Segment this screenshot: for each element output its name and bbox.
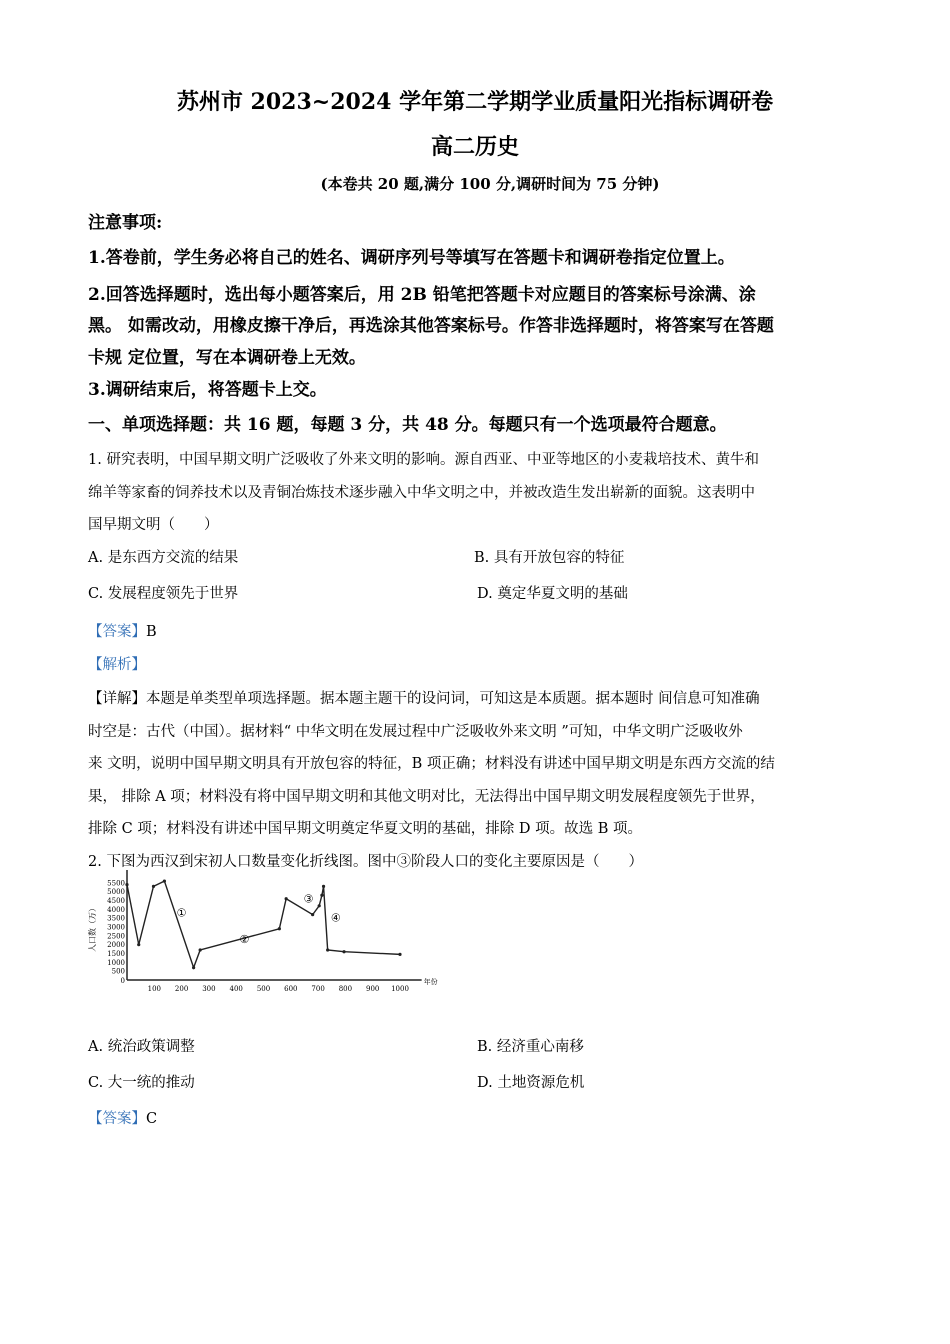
q1-detail-3: 来 文明，说明中国早期文明具有开放包容的特征，B 项正确；材料没有讲述中国早期文明是东西方交流的结 bbox=[88, 756, 775, 772]
x-tick-label: 100 bbox=[147, 985, 161, 993]
note-2b: 黑。 如需改动，用橡皮擦干净后，再选涂其他答案标号。作答非选择题时，将答案写在答题 bbox=[88, 316, 774, 336]
note-2: 2.回答选择题时，选出每小题答案后，用 2B 铅笔把答题卡对应题目的答案标号涂满、涂 bbox=[88, 285, 756, 305]
y-tick-label: 500 bbox=[111, 967, 125, 976]
y-tick-label: 5000 bbox=[107, 888, 125, 897]
x-tick-label: 700 bbox=[311, 985, 325, 993]
q1-answer bbox=[88, 620, 157, 641]
notes-heading: 注意事项: bbox=[88, 213, 163, 233]
note-2c: 卡规 定位置，写在本调研卷上无效。 bbox=[88, 348, 366, 368]
y-axis-label: 人口数（万） bbox=[88, 904, 97, 952]
exam-info: (本卷共 20 题,满分 100 分,调研时间为 75 分钟) bbox=[320, 175, 660, 193]
q2-option-b: B. 经济重心南移 bbox=[477, 1039, 584, 1055]
data-point bbox=[342, 950, 345, 953]
q1-detail-1 bbox=[88, 687, 760, 708]
y-tick-label: 4000 bbox=[107, 905, 125, 914]
detail-tag: 【详解】 bbox=[88, 691, 146, 707]
x-tick-label: 300 bbox=[202, 985, 216, 993]
detail-text: 本题是单类型单项选择题。据本题主题干的设问词，可知这是本质题。据本题时 间信息可知准确 bbox=[146, 691, 760, 707]
q1-stem-3: 国早期文明（ ） bbox=[88, 517, 219, 533]
x-tick-label: 200 bbox=[174, 985, 189, 993]
q2-stem: 2. 下图为西汉到宋初人口数量变化折线图。图中③阶段人口的变化主要原因是（ ） bbox=[88, 854, 643, 870]
section-heading: 一、单项选择题：共 16 题，每题 3 分，共 48 分。每题只有一个选项最符合题意。 bbox=[88, 415, 727, 435]
data-point bbox=[137, 943, 140, 946]
population-chart bbox=[85, 868, 438, 993]
q1-stem-2: 绵羊等家畜的饲养技术以及青铜冶炼技术逐步融入中华文明之中，并被改造生发出崭新的面貌。这表明中 bbox=[88, 485, 755, 501]
data-point bbox=[326, 948, 329, 951]
data-point bbox=[152, 885, 155, 888]
y-tick-label: 1500 bbox=[107, 950, 125, 958]
data-point bbox=[163, 879, 166, 882]
x-tick-label: 900 bbox=[366, 985, 380, 993]
population-line bbox=[127, 881, 400, 968]
q1-option-c: C. 发展程度领先于世界 bbox=[88, 586, 239, 602]
y-tick-label: 2000 bbox=[107, 941, 125, 950]
y-tick-label: 3000 bbox=[107, 923, 125, 932]
y-tick-label: 2500 bbox=[107, 932, 125, 941]
x-axis-label: 年份 bbox=[423, 978, 438, 986]
y-tick-label: 5500 bbox=[107, 879, 125, 888]
note-3: 3.调研结束后，将答题卡上交。 bbox=[88, 380, 327, 400]
exam-title: 苏州市 2023~2024 学年第二学期学业质量阳光指标调研卷 bbox=[176, 89, 774, 115]
q1-option-b: B. 具有开放包容的特征 bbox=[474, 550, 625, 566]
data-point bbox=[311, 913, 314, 916]
answer-value: B bbox=[146, 624, 157, 640]
q1-detail-5: 排除 C 项；材料没有讲述中国早期文明奠定华夏文明的基础，排除 D 项。故选 B 项。 bbox=[88, 821, 643, 837]
data-point bbox=[320, 894, 323, 897]
note-1: 1.答卷前，学生务必将自己的姓名、调研序列号等填写在答题卡和调研卷指定位置上。 bbox=[88, 248, 735, 268]
stage-label: ③ bbox=[303, 892, 314, 906]
q2-option-d: D. 土地资源危机 bbox=[477, 1075, 585, 1091]
data-point bbox=[199, 948, 202, 951]
q2-option-c: C. 大一统的推动 bbox=[88, 1075, 195, 1091]
data-point bbox=[125, 883, 128, 886]
stage-label: ① bbox=[176, 906, 187, 920]
data-point bbox=[285, 897, 288, 900]
data-point bbox=[322, 885, 325, 888]
x-tick-label: 1000 bbox=[391, 985, 409, 993]
answer-tag: 【答案】 bbox=[88, 624, 146, 640]
answer-value: C bbox=[146, 1111, 158, 1127]
x-tick-label: 800 bbox=[338, 985, 353, 993]
stage-label: ② bbox=[239, 932, 250, 946]
y-tick-label: 4500 bbox=[107, 897, 125, 905]
x-tick-label: 400 bbox=[229, 985, 243, 993]
q1-option-d: D. 奠定华夏文明的基础 bbox=[477, 586, 628, 602]
data-point bbox=[278, 927, 281, 930]
x-tick-label: 500 bbox=[256, 985, 271, 993]
y-tick-label: 1000 bbox=[107, 958, 125, 967]
data-point bbox=[398, 953, 401, 956]
q1-stem-1: 1. 研究表明，中国早期文明广泛吸收了外来文明的影响。源自西亚、中亚等地区的小麦栽培技术、黄牛和 bbox=[88, 452, 759, 468]
y-tick-label: 3500 bbox=[107, 914, 125, 923]
x-tick-label: 600 bbox=[284, 985, 298, 993]
q2-answer bbox=[88, 1107, 157, 1128]
y-tick-label: 0 bbox=[120, 977, 125, 985]
data-point bbox=[318, 904, 321, 907]
q2-option-a: A. 统治政策调整 bbox=[88, 1039, 195, 1055]
q1-detail-2: 时空是：古代（中国）。据材料“ 中华文明在发展过程中广泛吸收外来文明 ”可知，中华文明广泛吸收外 bbox=[88, 724, 743, 740]
subject-title: 高二历史 bbox=[430, 134, 519, 160]
answer-tag: 【答案】 bbox=[88, 1111, 146, 1127]
q1-detail-4: 果， 排除 A 项；材料没有将中国早期文明和其他文明对比，无法得出中国早期文明发展程度领先于世界， bbox=[88, 789, 765, 805]
stage-label: ④ bbox=[330, 911, 341, 925]
q1-analysis-tag: 【解析】 bbox=[88, 657, 146, 673]
data-point bbox=[192, 966, 195, 969]
q1-option-a: A. 是东西方交流的结果 bbox=[88, 550, 239, 566]
